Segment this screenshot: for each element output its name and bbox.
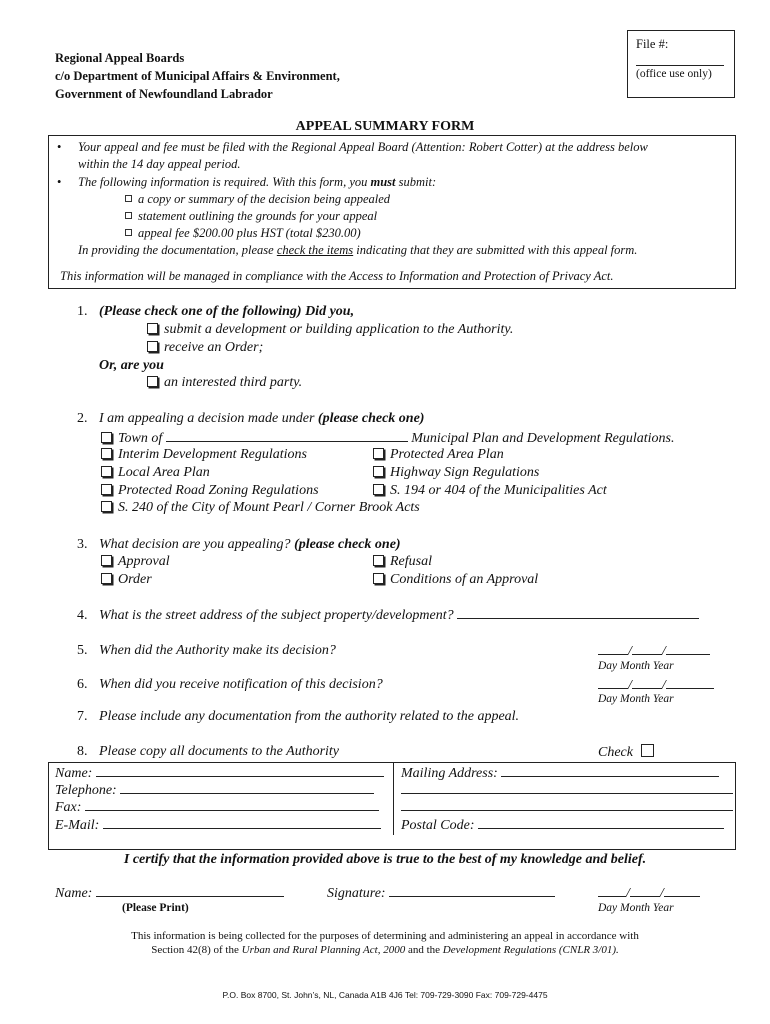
question-6 — [77, 677, 383, 693]
signature-row — [327, 884, 555, 902]
decision-date-field[interactable]: / / — [598, 642, 710, 660]
checkbox[interactable] — [147, 341, 158, 352]
mailing-address-field[interactable] — [501, 764, 719, 777]
postal-code-field[interactable] — [478, 816, 724, 829]
instruction-2-text: The following information is required. With this form, you — [78, 175, 371, 189]
date-format-label: Day Month Year — [598, 693, 674, 705]
year-field[interactable] — [666, 642, 710, 655]
day-field[interactable] — [598, 884, 626, 897]
email-row — [55, 816, 381, 834]
year-field[interactable] — [664, 884, 700, 897]
collection-notice-line-2 — [0, 944, 770, 956]
q1-option-third-party[interactable] — [147, 375, 302, 391]
file-number-label: File #: — [636, 37, 669, 51]
question-number: 5. — [77, 643, 88, 658]
email-field[interactable] — [103, 816, 381, 829]
required-item-3 — [125, 226, 361, 241]
option-label: Town of — [118, 431, 166, 446]
question-number: 4. — [77, 608, 88, 623]
required-item-label: appeal fee $200.00 plus HST (total $230.00) — [138, 226, 361, 240]
office-use-note: (office use only) — [636, 68, 712, 80]
certify-text: I certify that the information provided above is true to the best of my knowledge and belief. — [123, 852, 647, 867]
name-label: Name: — [55, 766, 93, 781]
checkbox[interactable] — [373, 573, 384, 584]
checkbox[interactable] — [101, 466, 112, 477]
q2-option-road-zoning[interactable] — [101, 483, 319, 499]
fax-field[interactable] — [85, 798, 379, 811]
required-item-label: statement outlining the grounds for your appeal — [138, 209, 378, 223]
mailing-address-field-3[interactable] — [401, 798, 733, 811]
q1-option-order[interactable] — [147, 340, 263, 356]
email-label: E-Mail: — [55, 818, 100, 833]
please-print-note: (Please Print) — [122, 902, 189, 914]
bullet-icon: • — [57, 175, 62, 189]
day-field[interactable] — [598, 676, 628, 689]
q2-option-protected-area[interactable] — [373, 447, 504, 463]
name-field[interactable] — [96, 764, 384, 777]
day-field[interactable] — [598, 642, 628, 655]
regulations-name: Development Regulations (CNLR 3/01). — [442, 944, 619, 956]
name-row — [55, 764, 384, 782]
q2-option-s240[interactable] — [101, 500, 420, 516]
form-title: APPEAL SUMMARY FORM — [295, 119, 475, 134]
q2-option-interim[interactable] — [101, 447, 307, 463]
question-2-instruction: (please check one) — [317, 411, 425, 426]
instruction-2-text-end: submit: — [395, 175, 437, 189]
question-number: 3. — [77, 537, 88, 552]
required-item-1 — [125, 192, 390, 207]
option-label: an interested third party. — [164, 375, 303, 390]
question-1 — [77, 304, 354, 320]
question-3-instruction: (please check one) — [294, 537, 401, 552]
column-divider — [393, 763, 394, 835]
file-number-field[interactable] — [636, 52, 724, 66]
signature-label: Signature: — [327, 886, 386, 901]
telephone-label: Telephone: — [55, 783, 117, 798]
question-7-text: Please include any documentation from the authority related to the appeal. — [99, 709, 520, 724]
question-6-text: When did you receive notification of this decision? — [99, 677, 383, 692]
question-5 — [77, 643, 336, 659]
act-name: Urban and Rural Planning Act, 2000 — [241, 944, 406, 956]
mailing-row-2 — [401, 781, 733, 799]
org-line-3: Government of Newfoundland Labrador — [55, 87, 273, 101]
q2-option-s194[interactable] — [373, 483, 607, 499]
fax-row — [55, 798, 379, 816]
question-5-text: When did the Authority make its decision? — [99, 643, 336, 658]
postal-code-label: Postal Code: — [401, 818, 475, 833]
providing-underlined: check the items — [276, 243, 354, 257]
instruction-2 — [78, 175, 436, 190]
question-2-heading: I am appealing a decision made under — [99, 411, 318, 426]
question-7 — [77, 709, 519, 725]
question-3 — [77, 537, 401, 553]
copy-check[interactable] — [598, 744, 654, 761]
instruction-1-line-1: Your appeal and fee must be filed with the Regional Appeal Board (Attention: Robert Cotter) at the address below — [78, 140, 648, 154]
print-name-field[interactable] — [96, 884, 284, 897]
month-field[interactable] — [630, 884, 660, 897]
checkbox[interactable] — [101, 484, 112, 495]
question-number: 7. — [77, 709, 88, 724]
required-item-2 — [125, 209, 377, 224]
postal-row — [401, 816, 724, 834]
option-label: Refusal — [390, 554, 432, 569]
checkbox[interactable] — [101, 555, 112, 566]
copy-checkbox[interactable] — [641, 744, 654, 757]
checkbox[interactable] — [147, 323, 158, 334]
providing-note — [78, 243, 637, 258]
telephone-row — [55, 781, 374, 799]
option-label: submit a development or building application to the Authority. — [164, 322, 514, 337]
checkbox-icon — [125, 229, 132, 236]
file-number-box — [627, 30, 735, 98]
mailing-row-3 — [401, 798, 733, 816]
bullet-icon: • — [57, 140, 62, 154]
q3-option-order[interactable] — [101, 572, 152, 588]
option-label-end: Municipal Plan and Development Regulations. — [407, 431, 675, 446]
q2-option-local-area[interactable] — [101, 465, 210, 481]
required-item-label: a copy or summary of the decision being appealed — [138, 192, 391, 206]
instruction-1-line-2: within the 14 day appeal period. — [78, 157, 241, 171]
telephone-field[interactable] — [120, 781, 374, 794]
org-line-1: Regional Appeal Boards — [55, 51, 185, 65]
question-3-heading: What decision are you appealing? — [99, 537, 295, 552]
option-label: receive an Order; — [164, 340, 264, 355]
checkbox[interactable] — [373, 466, 384, 477]
notice-text: Section 42(8) of the — [151, 944, 242, 956]
print-name-label: Name: — [55, 886, 93, 901]
question-1-heading: (Please check one of the following) Did you, — [99, 304, 355, 319]
organization-address — [55, 49, 340, 103]
question-4 — [77, 606, 699, 624]
option-label: Conditions of an Approval — [390, 572, 539, 587]
checkbox[interactable] — [101, 432, 112, 443]
question-number: 1. — [77, 304, 88, 319]
q2-option-town[interactable] — [101, 429, 674, 447]
q3-option-refusal[interactable] — [373, 554, 432, 570]
q3-option-conditions[interactable] — [373, 572, 538, 588]
privacy-note: This information will be managed in compliance with the Access to Information and Protection of Privacy Act. — [60, 269, 614, 283]
contact-footer: P.O. Box 8700, St. John’s, NL, Canada A1B 4J6 Tel: 709-729-3090 Fax: 709-729-4475 — [222, 990, 548, 1000]
instruction-2-emphasis: must — [370, 175, 396, 189]
mailing-address-label: Mailing Address: — [401, 766, 498, 781]
or-label: Or, are you — [99, 358, 164, 373]
checkbox[interactable] — [373, 555, 384, 566]
checkbox-icon — [125, 195, 132, 202]
mailing-row — [401, 764, 719, 782]
option-label: Approval — [118, 554, 170, 569]
contact-box — [48, 762, 736, 850]
question-8-text: Please copy all documents to the Authority — [99, 744, 340, 759]
org-line-2: c/o Department of Municipal Affairs & Environment, — [55, 69, 340, 83]
checkbox[interactable] — [373, 448, 384, 459]
option-label: Interim Development Regulations — [118, 447, 307, 462]
option-label: S. 240 of the City of Mount Pearl / Corner Brook Acts — [118, 500, 420, 515]
providing-text: In providing the documentation, please — [78, 243, 277, 257]
q1-option-application[interactable] — [147, 322, 513, 338]
question-number: 2. — [77, 411, 88, 426]
option-label: Local Area Plan — [118, 465, 210, 480]
question-2 — [77, 411, 424, 427]
mailing-address-field-2[interactable] — [401, 781, 733, 794]
town-name-field[interactable] — [166, 429, 408, 442]
option-label: Protected Area Plan — [390, 447, 504, 462]
date-format-label: Day Month Year — [598, 902, 674, 914]
date-format-label: Day Month Year — [598, 660, 674, 672]
notification-date-field[interactable]: / / — [598, 676, 714, 694]
notice-text-mid: and the — [405, 944, 443, 956]
fax-label: Fax: — [55, 800, 82, 815]
collection-notice-line-1: This information is being collected for the purposes of determining and administering an appeal in accordance with — [131, 930, 639, 942]
checkbox[interactable] — [373, 484, 384, 495]
checkbox[interactable] — [147, 376, 158, 387]
checkbox[interactable] — [101, 501, 112, 512]
question-number: 6. — [77, 677, 88, 692]
option-label: Protected Road Zoning Regulations — [118, 483, 319, 498]
providing-text-end: indicating that they are submitted with this appeal form. — [353, 243, 638, 257]
certification-statement — [0, 852, 770, 868]
checkbox[interactable] — [101, 448, 112, 459]
year-field[interactable] — [666, 676, 714, 689]
q1-or-label — [99, 358, 164, 374]
question-8 — [77, 744, 339, 760]
question-4-text: What is the street address of the subject property/development? — [99, 608, 454, 623]
option-label: S. 194 or 404 of the Municipalities Act — [390, 483, 607, 498]
question-number: 8. — [77, 744, 88, 759]
signature-date-field[interactable]: / / — [598, 884, 700, 902]
month-field[interactable] — [632, 676, 662, 689]
option-label: Highway Sign Regulations — [390, 465, 540, 480]
instructions-box — [48, 135, 736, 289]
q3-option-approval[interactable] — [101, 554, 170, 570]
month-field[interactable] — [632, 642, 662, 655]
check-label: Check — [598, 745, 633, 760]
checkbox-icon — [125, 212, 132, 219]
signature-field[interactable] — [389, 884, 555, 897]
q2-option-highway[interactable] — [373, 465, 539, 481]
print-name-row — [55, 884, 284, 902]
checkbox[interactable] — [101, 573, 112, 584]
option-label: Order — [118, 572, 152, 587]
street-address-field[interactable] — [457, 606, 699, 619]
